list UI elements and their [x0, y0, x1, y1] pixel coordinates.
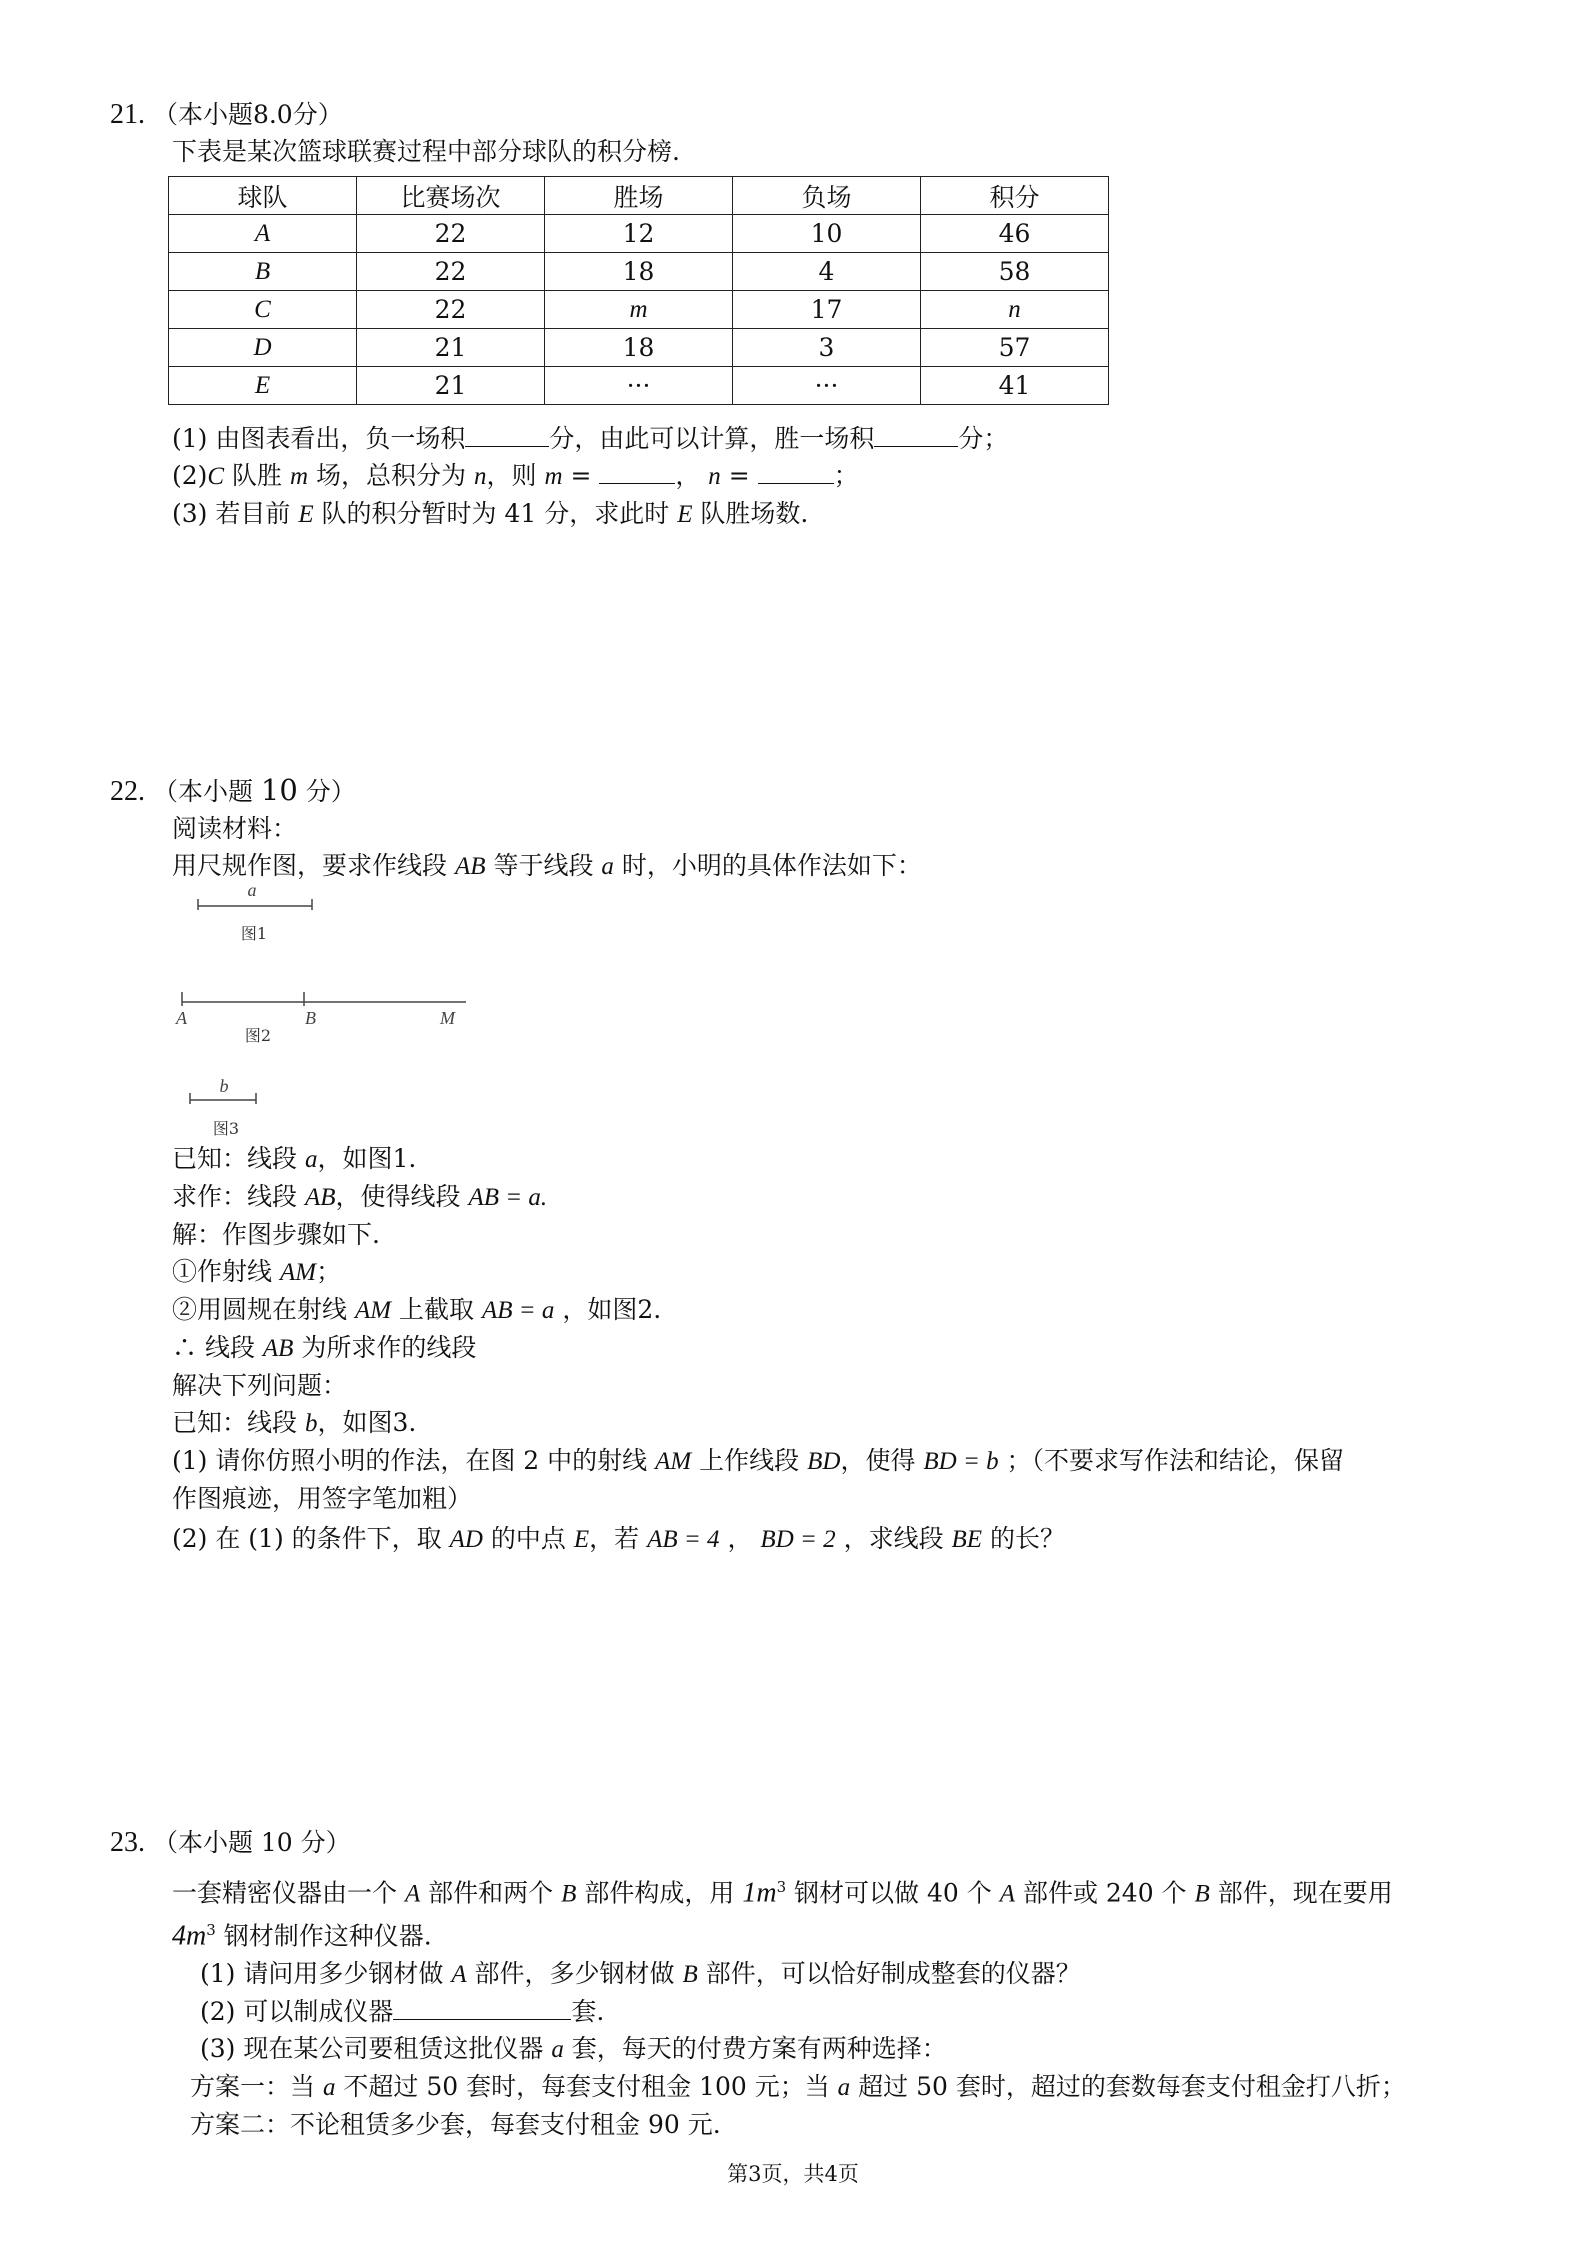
question-header: （本小题 10 分） — [152, 1828, 351, 1857]
text-line — [112, 1253, 1492, 1291]
text-line: 作图痕迹，用签字笔加粗） — [172, 1484, 473, 1513]
text: ，若 — [589, 1524, 648, 1553]
question-number: 22. — [110, 776, 145, 807]
text: 部件和两个 — [420, 1878, 562, 1908]
var: A — [404, 1880, 421, 1908]
text: 钢材可以做 40 个 — [786, 1878, 1000, 1908]
table-header-cell: 积分 — [921, 177, 1109, 215]
text: ，如图2. — [554, 1295, 662, 1324]
text: 部件，可以恰好制成整套的仪器？ — [697, 1958, 1081, 1988]
text-line — [112, 1869, 1492, 1912]
text: 套. — [571, 1996, 605, 2026]
text: 部件或 240 个 — [1015, 1878, 1195, 1908]
text: ，则 — [486, 461, 545, 490]
text: ；（不要求写作法和结论，保留 — [998, 1446, 1345, 1475]
var: a — [837, 2073, 851, 2101]
table-row — [169, 215, 1109, 253]
text: ； — [316, 1257, 342, 1286]
part-1 — [112, 420, 1492, 457]
text: 已知：线段 — [172, 1408, 305, 1437]
text-line: 解决下列问题： — [172, 1371, 348, 1400]
text: 队胜场数. — [692, 499, 809, 528]
part-3 — [112, 2030, 1492, 2068]
text: 求作：线段 — [172, 1182, 305, 1211]
segment-label-a: a — [247, 880, 257, 900]
text: 为所求作的线段 — [293, 1333, 477, 1362]
text-line: 解：作图步骤如下. — [172, 1220, 380, 1249]
segment-label-b: b — [219, 1076, 229, 1096]
question-22-body — [112, 1140, 1492, 1558]
table-header-cell: 球队 — [169, 177, 357, 215]
var: m — [544, 463, 563, 490]
table-row — [169, 329, 1109, 367]
point-label-b: B — [305, 1008, 316, 1028]
table-cell: n — [921, 291, 1109, 329]
text: 上截取 — [391, 1295, 482, 1324]
var: b — [304, 1410, 318, 1437]
text: 超过 50 套时，超过的套数每套支付租金打八折； — [850, 2071, 1406, 2101]
plan-one — [112, 2068, 1492, 2106]
part-1 — [112, 1442, 1492, 1480]
text: 一套精密仪器由一个 — [172, 1878, 405, 1908]
text: ； — [833, 461, 859, 490]
table-cell: 17 — [733, 291, 921, 329]
figure-caption: 图2 — [244, 1026, 272, 1045]
math: AB = 4 — [647, 1526, 720, 1553]
text: (3) 现在某公司要租赁这批仪器 — [200, 2033, 552, 2063]
table-cell: C — [169, 291, 357, 329]
table-row — [169, 367, 1109, 405]
var: a — [322, 2073, 336, 2101]
var: C — [207, 463, 225, 490]
text: 分； — [958, 424, 1009, 453]
question-intro: 下表是某次篮球联赛过程中部分球队的积分榜. — [172, 137, 680, 166]
text: ， — [719, 1524, 761, 1553]
text: (2) 可以制成仪器 — [200, 1996, 394, 2026]
part-2 — [112, 1520, 1492, 1558]
text: = — [720, 461, 758, 490]
answer-blank[interactable] — [758, 457, 834, 484]
text: ，使得线段 — [335, 1182, 469, 1211]
var: a — [304, 1146, 318, 1173]
var: A — [451, 1960, 467, 1988]
table-cell: 18 — [545, 329, 733, 367]
text: ，如图3. — [317, 1408, 417, 1437]
answer-blank[interactable] — [465, 420, 549, 447]
part-1 — [112, 1955, 1492, 1993]
question-21-parts — [112, 420, 1492, 533]
var: AM — [279, 1259, 317, 1286]
text-line — [112, 1178, 1492, 1216]
text: 方案一：当 — [190, 2071, 323, 2101]
table-cell: 3 — [733, 329, 921, 367]
var: BD — [807, 1448, 841, 1475]
plan-two: 方案二：不论租赁多少套，每套支付租金 90 元. — [190, 2109, 721, 2139]
table-header-cell: 负场 — [733, 177, 921, 215]
text: ，求线段 — [835, 1524, 952, 1553]
table-cell: 46 — [921, 215, 1109, 253]
table-cell: 21 — [357, 329, 545, 367]
table-cell: 18 — [545, 253, 733, 291]
text: 用尺规作图，要求作线段 — [172, 851, 455, 880]
table-cell: ··· — [545, 367, 733, 405]
text: 的中点 — [482, 1524, 574, 1553]
var: B — [682, 1960, 698, 1988]
question-number: 21. — [110, 99, 145, 130]
table-cell: 12 — [545, 215, 733, 253]
table-cell: 10 — [733, 215, 921, 253]
var: AM — [655, 1448, 692, 1475]
text: (2) 在 (1) 的条件下，取 — [172, 1524, 450, 1553]
table-cell: m — [545, 291, 733, 329]
var: AD — [449, 1526, 483, 1553]
answer-blank[interactable] — [874, 420, 958, 447]
var: E — [677, 501, 693, 528]
question-header: 10 — [260, 773, 298, 807]
question-header: （本小题 — [152, 777, 261, 806]
table-row — [169, 291, 1109, 329]
point-label-a: A — [176, 1008, 187, 1028]
table-cell: 21 — [357, 367, 545, 405]
text: ②用圆规在射线 — [172, 1295, 355, 1324]
table-cell: ··· — [733, 367, 921, 405]
question-22 — [112, 772, 1492, 885]
text: 部件，多少钢材做 — [466, 1958, 683, 1988]
text-line — [112, 1404, 1492, 1442]
table-header-cell: 胜场 — [545, 177, 733, 215]
text: (1) 请问用多少钢材做 — [200, 1958, 452, 1988]
var: E — [298, 501, 314, 528]
part-2 — [112, 457, 1492, 495]
exponent: 3 — [776, 1878, 787, 1896]
var: A — [999, 1880, 1015, 1908]
table-cell: E — [169, 367, 357, 405]
text-line — [112, 1140, 1492, 1178]
table-cell: 22 — [357, 253, 545, 291]
table-cell: 22 — [357, 291, 545, 329]
text: 分，由此可以计算，胜一场积 — [549, 424, 875, 453]
table-cell: 22 — [357, 215, 545, 253]
table-cell: 57 — [921, 329, 1109, 367]
figure-2 — [170, 984, 480, 1054]
math: AB = a — [481, 1297, 555, 1324]
text: 上作线段 — [691, 1446, 808, 1475]
figure-caption: 图3 — [212, 1119, 240, 1138]
var: n — [473, 463, 487, 490]
var: AM — [354, 1297, 392, 1324]
answer-blank[interactable] — [599, 457, 675, 484]
text: 场，总积分为 — [308, 461, 474, 490]
text: 钢材制作这种仪器. — [215, 1921, 432, 1951]
text: ， — [675, 461, 709, 490]
exponent: 3 — [206, 1921, 216, 1940]
var: E — [573, 1526, 590, 1553]
var: m — [290, 463, 309, 490]
text: ①作射线 — [172, 1257, 280, 1286]
table-cell: A — [169, 215, 357, 253]
text-line — [112, 1912, 1492, 1954]
var: AB — [262, 1335, 294, 1362]
text: 已知：线段 — [172, 1144, 305, 1173]
page-footer: 第3页，共4页 — [727, 2162, 859, 2186]
question-header: （本小题8.0分） — [152, 100, 343, 129]
table-cell: B — [169, 253, 357, 291]
question-header: 分） — [297, 777, 356, 806]
text-line — [112, 1329, 1492, 1367]
table-cell: D — [169, 329, 357, 367]
table-cell: 4 — [733, 253, 921, 291]
math: BD = b — [923, 1448, 999, 1475]
question-21 — [112, 96, 1492, 170]
text: (2) — [172, 461, 208, 490]
answer-blank[interactable] — [393, 1993, 571, 2020]
table-row — [169, 253, 1109, 291]
table-cell: 58 — [921, 253, 1109, 291]
var: a — [551, 2035, 564, 2063]
table-header-row — [169, 177, 1109, 215]
text: 等于线段 — [485, 851, 602, 880]
var: BE — [951, 1526, 983, 1553]
var: a — [601, 853, 614, 880]
table-cell: 41 — [921, 367, 1109, 405]
math: 1m — [742, 1877, 777, 1909]
question-number: 23. — [110, 1827, 145, 1858]
reading-label: 阅读材料： — [172, 814, 298, 843]
var: B — [1194, 1880, 1210, 1908]
part-3 — [112, 495, 1492, 533]
var: AB — [304, 1184, 336, 1211]
math: 4m — [172, 1920, 207, 1952]
text-line — [112, 1291, 1492, 1329]
table-header-cell: 比赛场次 — [357, 177, 545, 215]
text: 不超过 50 套时，每套支付租金 100 元；当 — [335, 2071, 838, 2101]
text: (3) 若目前 — [172, 499, 299, 528]
text: (1) 请你仿照小明的作法，在图 2 中的射线 — [172, 1446, 656, 1475]
question-23 — [112, 1824, 1492, 2143]
text: 套，每天的付费方案有两种选择： — [563, 2033, 947, 2063]
point-label-m: M — [440, 1008, 455, 1028]
text: = — [562, 461, 600, 490]
text: (1) 由图表看出，负一场积 — [172, 424, 466, 453]
text: 队的积分暂时为 41 分，求此时 — [313, 499, 678, 528]
figure-caption: 图1 — [240, 924, 268, 943]
text: 队胜 — [224, 461, 291, 490]
text: 的长？ — [982, 1524, 1066, 1553]
figure-3 — [170, 1072, 290, 1142]
text: 时，小明的具体作法如下： — [613, 851, 922, 880]
text: ，如图1. — [317, 1144, 417, 1173]
text: 部件构成，用 — [576, 1878, 743, 1908]
text: 部件，现在要用 — [1209, 1878, 1393, 1908]
math: BD = 2 — [760, 1526, 836, 1553]
figure-1 — [170, 876, 330, 946]
var: B — [561, 1880, 577, 1908]
var: n — [708, 463, 721, 490]
part-2 — [112, 1993, 1492, 2030]
standings-table — [168, 176, 1109, 405]
math: AB = a. — [468, 1184, 548, 1211]
var: AB — [454, 853, 486, 880]
text: ，使得 — [840, 1446, 924, 1475]
text: ∴ 线段 — [172, 1333, 263, 1362]
